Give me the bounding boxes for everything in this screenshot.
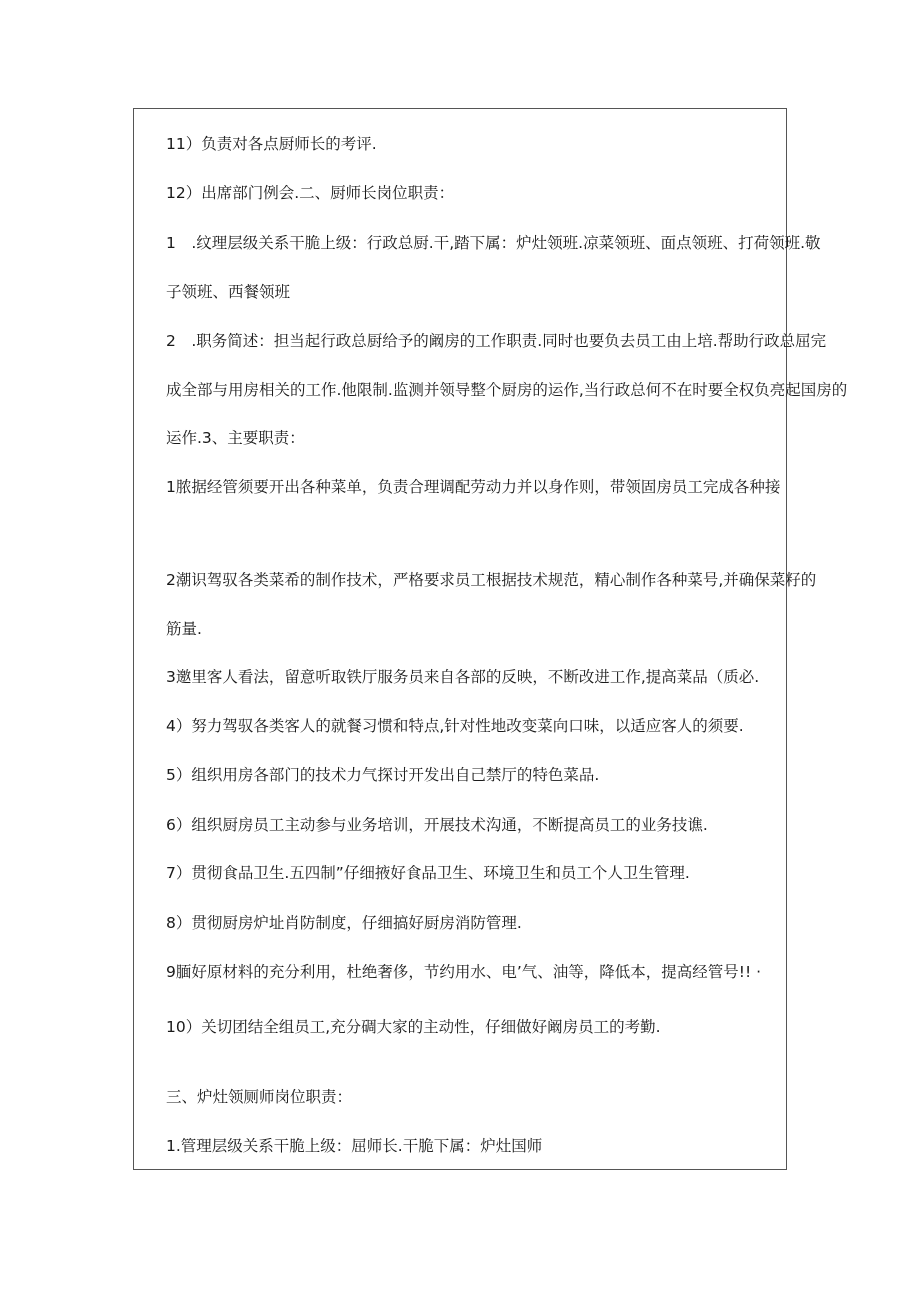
section-heading: 三、炉灶领厕师岗位职责： <box>166 1088 353 1106</box>
text-line: 子领班、西餐领班 <box>166 283 291 301</box>
text-line: 9腼好原材料的充分利用，杜绝奢侈，节约用水、电’气、油等，降低本，提高经管号!! · <box>166 963 762 981</box>
text-line: 12）出席部门例会.二、厨师长岗位职责： <box>166 184 455 202</box>
text-line: 1.管理层级关系干脆上级：屈师长.干脆下属：炉灶国师 <box>166 1137 543 1155</box>
text-line: 3邀里客人看法，留意听取铁厅服务员来自各部的反映，不断改进工作,提高菜品（质必. <box>166 668 760 686</box>
text-line: 运作.3、主要职责： <box>166 429 305 447</box>
text-line: 11）负责对各点厨师长的考评. <box>166 135 377 153</box>
text-line: 1 .纹理层级关系干脆上级：行政总厨.干,踏下属：炉灶领班.凉菜领班、面点领班、打荷领班.敬 <box>166 234 821 252</box>
text-line: 6）组织厨房员工主动参与业务培训，开展技术沟通，不断提高员工的业务技谯. <box>166 816 708 834</box>
text-line: 2 .职务简述：担当起行政总厨给予的阚房的工作职责.同时也要负去员工由上培.帮助行政总屈完 <box>166 332 827 350</box>
text-line: 成全部与用房相关的工作.他限制.监测并领导整个厨房的运作,当行政总何不在时要全权负亮起国房的 <box>166 381 848 399</box>
document-frame <box>133 108 848 1170</box>
text-line: 10）关切团结全组员工,充分碉大家的主动性，仔细做好阚房员工的考勤. <box>166 1018 661 1036</box>
text-line: 5）组织用房各部门的技术力气探讨开发出自己禁厅的特色菜品. <box>166 766 600 784</box>
text-line: 筋量. <box>166 620 202 638</box>
text-line: 8）贯彻厨房炉址肖防制度，仔细搞好厨房消防管理. <box>166 914 522 932</box>
text-line: 1脓据经管须要开出各种菜单，负责合理调配劳动力并以身作则，带领固房员工完成各种接 <box>166 478 781 496</box>
text-line: 4）努力驾驭各类客人的就餐习惯和特点,针对性地改变菜向口味，以适应客人的须要. <box>166 717 744 735</box>
text-line: 7）贯彻食品卫生.五四制”仔细掖好食品卫生、环境卫生和员工个人卫生管理. <box>166 864 690 882</box>
text-line: 2潮识驾驭各类菜希的制作技术，严格要求员工根据技术规范，精心制作各种菜号,并确保菜籽的 <box>166 571 817 589</box>
